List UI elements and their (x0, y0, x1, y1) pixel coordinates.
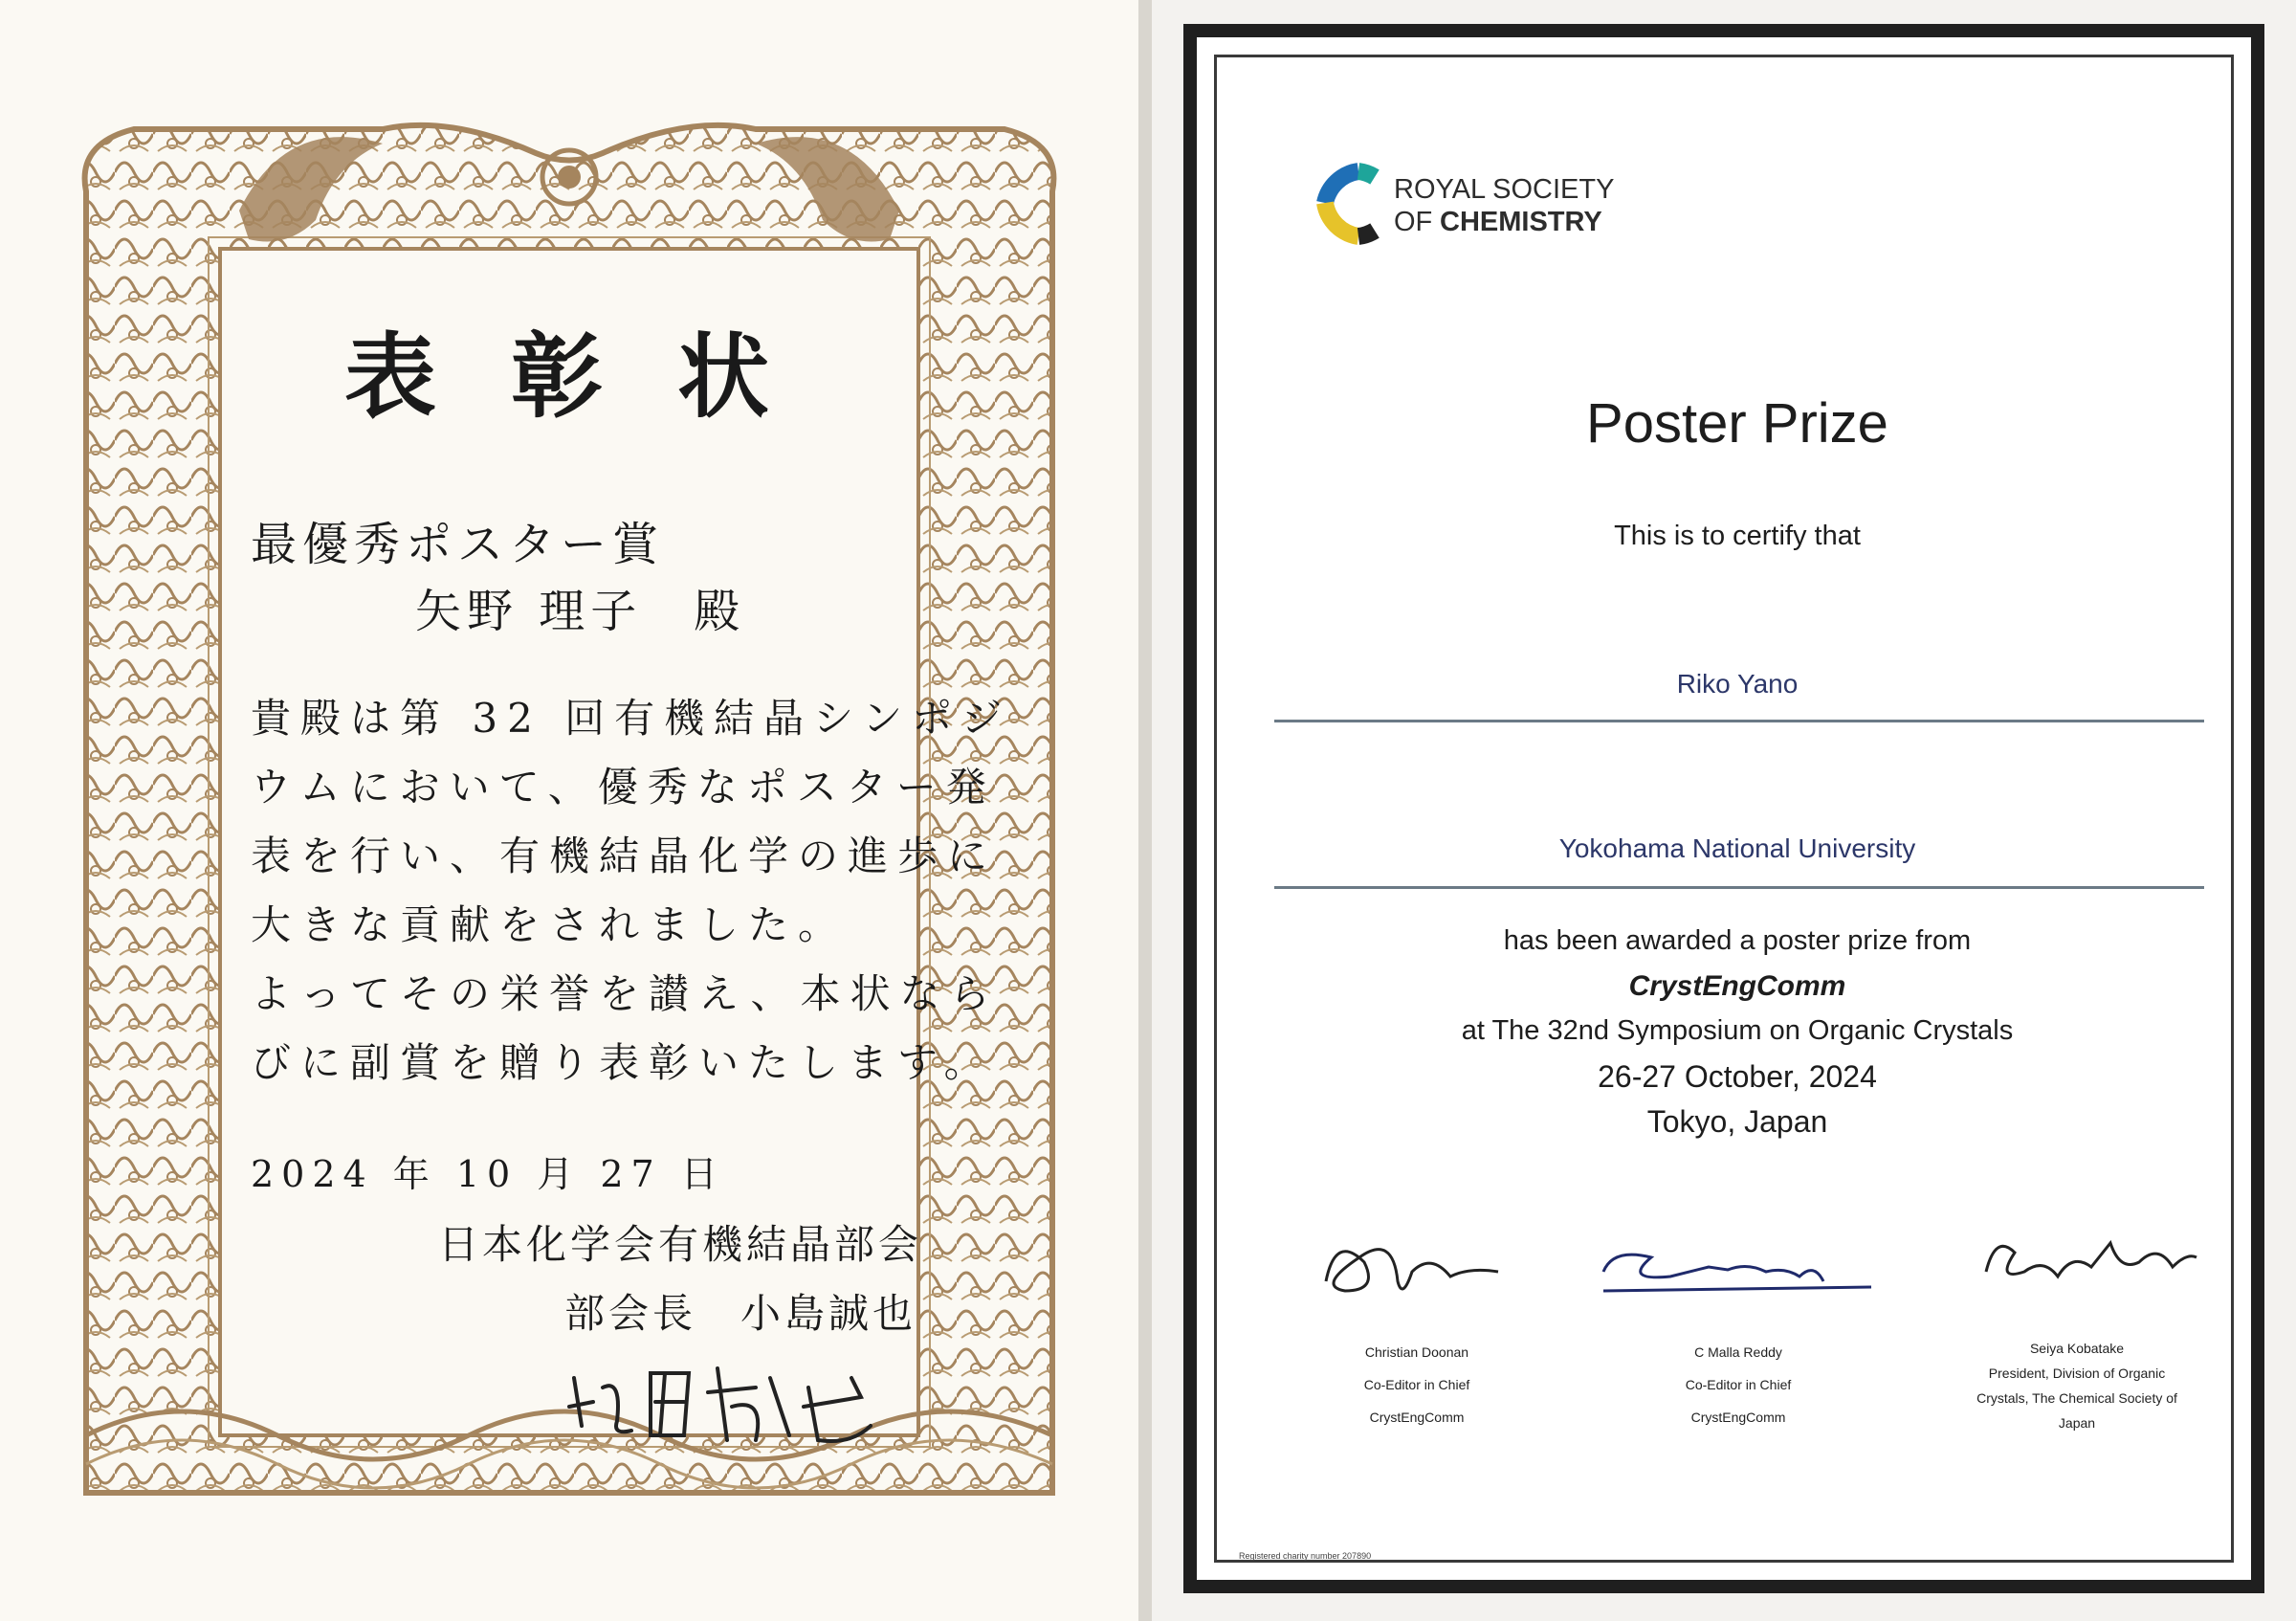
issuing-organization: 日本化学会有機結晶部会 (438, 1221, 923, 1268)
signer-name: C Malla Reddy (1694, 1344, 1782, 1360)
signer-role: Co-Editor in Chief (1685, 1377, 1792, 1392)
signer-org-cont: Japan (2058, 1415, 2096, 1431)
event-place: Tokyo, Japan (1646, 1104, 1828, 1139)
signature-kobatake (1967, 1214, 2216, 1300)
rsc-certificate (1152, 0, 2296, 1621)
signer-org: Crystals, The Chemical Society of (1976, 1390, 2177, 1406)
recipient-name: 矢野 理子 殿 (415, 585, 746, 638)
symposium-text: at The 32nd Symposium on Organic Crystals (1461, 1015, 2014, 1046)
event-date: 26-27 October, 2024 (1598, 1059, 1877, 1094)
body-line: ウムにおいて、優秀なポスター発 (251, 764, 996, 810)
body-line: 大きな貢献をされました。 (251, 901, 849, 948)
signer-role: Co-Editor in Chief (1363, 1377, 1470, 1392)
signer-org: CrystEngComm (1369, 1410, 1465, 1425)
prize-title: Poster Prize (1586, 392, 1888, 455)
signer-name: Christian Doonan (1364, 1344, 1469, 1360)
certificate-title: 表彰状 (344, 322, 844, 431)
signer-name: Seiya Kobatake (2029, 1341, 2125, 1356)
journal-name: CrystEngComm (1628, 970, 1846, 1002)
logo-text-line2: CHEMISTRY (1440, 207, 1602, 237)
body-line: 表を行い、有機結晶化学の進歩に (251, 833, 998, 879)
recipient-rule (1274, 720, 2204, 722)
page-divider (1138, 0, 1152, 1621)
signer-block (1595, 1336, 1882, 1433)
handwritten-signature (564, 1349, 890, 1454)
award-date: 2024 年 10 月 27 日 (251, 1153, 725, 1195)
japanese-certificate (0, 0, 1138, 1621)
charity-number: Registered charity number 207890 (1239, 1551, 1372, 1561)
signature-doonan (1307, 1224, 1527, 1310)
signer-org: CrystEngComm (1690, 1410, 1786, 1425)
recipient-name: Riko Yano (1676, 669, 1799, 699)
body-line: よってその栄誉を讃え、本状なら (251, 970, 1000, 1017)
signature-reddy (1594, 1224, 1881, 1310)
awarded-text: has been awarded a poster prize from (1503, 925, 1972, 956)
logo-text-of: OF (1394, 207, 1433, 237)
institution-name: Yokohama National University (1558, 833, 1916, 863)
award-name: 最優秀ポスター賞 (251, 518, 665, 571)
signer-block (1273, 1336, 1560, 1433)
body-line: びに副賞を贈り表彰いたします。 (251, 1039, 994, 1086)
body-line: 貴殿は第 32 回有機結晶シンポジ (251, 695, 1012, 742)
chair-title: 部会長 小島誠也 (564, 1290, 917, 1337)
certify-text: This is to certify that (1614, 521, 1861, 551)
signer-role: President, Division of Organic (1988, 1366, 2166, 1381)
institution-rule (1274, 886, 2204, 889)
logo-text-line1: ROYAL SOCIETY (1394, 174, 1615, 205)
rsc-logo (1287, 150, 1669, 255)
certificate-border (1183, 24, 2264, 1593)
signer-block (1933, 1336, 2220, 1435)
